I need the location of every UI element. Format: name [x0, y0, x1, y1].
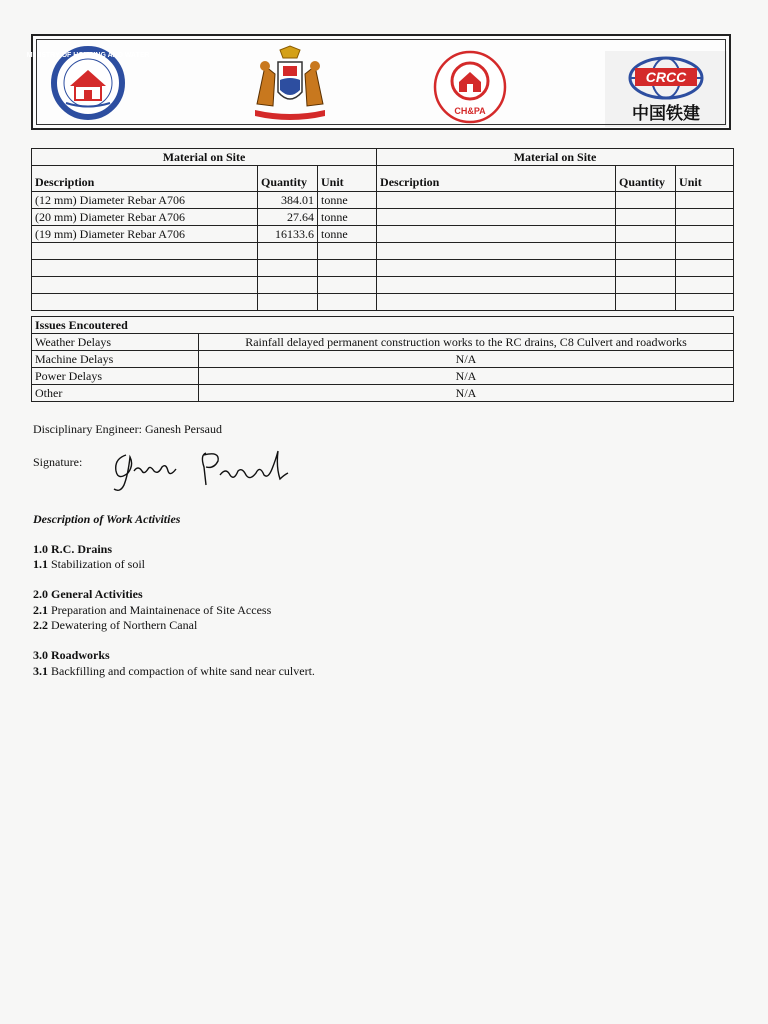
- logo-header: [26, 34, 731, 130]
- engineer-line: Disciplinary Engineer: Ganesh Persaud: [33, 422, 222, 436]
- crcc-logo-chinese-text: 中国铁建: [632, 104, 700, 124]
- crcc-logo-text: CRCC: [645, 69, 687, 85]
- list-item: [33, 557, 145, 572]
- table-row: [32, 385, 734, 402]
- issue-label: Other: [32, 385, 199, 402]
- table-row: [32, 334, 734, 351]
- item-number: 2.2: [33, 618, 48, 632]
- issue-value: N/A: [199, 368, 734, 385]
- list-item: [33, 618, 197, 633]
- material-quantity: 16133.6: [258, 226, 318, 243]
- section-heading: [33, 542, 112, 557]
- item-number: 3.1: [33, 664, 48, 678]
- signature-image: [108, 445, 298, 500]
- issue-label: Weather Delays: [32, 334, 199, 351]
- material-left-title: Material on Site: [32, 149, 377, 166]
- material-right-title: Material on Site: [377, 149, 734, 166]
- table-row-empty: [32, 294, 734, 311]
- ministry-logo-text: MINISTRY OF HOUSING AND WATER: [26, 52, 150, 59]
- issue-value: Rainfall delayed permanent construction works to the RC drains, C8 Culvert and roadworks: [199, 334, 734, 351]
- table-row: [32, 351, 734, 368]
- col-unit: Unit: [318, 166, 377, 192]
- coat-of-arms-logo: [245, 44, 335, 124]
- section-title: General Activities: [51, 587, 143, 601]
- material-description: (19 mm) Diameter Rebar A706: [32, 226, 258, 243]
- table-row-empty: [32, 260, 734, 277]
- item-text: Dewatering of Northern Canal: [51, 618, 198, 632]
- chpa-logo: [431, 50, 509, 124]
- section-title: Roadworks: [51, 648, 110, 662]
- col-description: Description: [32, 166, 258, 192]
- section-number: 3.0: [33, 648, 48, 662]
- item-number: 1.1: [33, 557, 48, 571]
- item-text: Stabilization of soil: [51, 557, 145, 571]
- col-quantity-right: Quantity: [616, 166, 676, 192]
- chpa-logo-text: CH&PA: [454, 106, 486, 116]
- issue-value: N/A: [199, 385, 734, 402]
- material-quantity: 384.01: [258, 192, 318, 209]
- section-number: 2.0: [33, 587, 48, 601]
- material-unit: tonne: [318, 226, 377, 243]
- crcc-logo: [605, 51, 727, 127]
- col-unit-right: Unit: [676, 166, 734, 192]
- table-row-empty: [32, 243, 734, 260]
- table-row-empty: [32, 277, 734, 294]
- col-description-right: Description: [377, 166, 616, 192]
- issue-value: N/A: [199, 351, 734, 368]
- material-unit: tonne: [318, 209, 377, 226]
- ministry-logo: [26, 46, 150, 120]
- material-on-site-table: [31, 148, 734, 311]
- issue-label: Machine Delays: [32, 351, 199, 368]
- list-item: [33, 664, 315, 679]
- material-unit: tonne: [318, 192, 377, 209]
- work-heading: Description of Work Activities: [33, 512, 181, 526]
- table-row: [32, 209, 734, 226]
- signature-label: Signature:: [33, 455, 83, 469]
- issue-label: Power Delays: [32, 368, 199, 385]
- material-quantity: 27.64: [258, 209, 318, 226]
- material-description: (20 mm) Diameter Rebar A706: [32, 209, 258, 226]
- section-heading: [33, 648, 110, 663]
- section-heading: [33, 587, 143, 602]
- issues-title: Issues Encoutered: [32, 317, 734, 334]
- item-number: 2.1: [33, 603, 48, 617]
- list-item: [33, 603, 271, 618]
- table-row: [32, 192, 734, 209]
- section-title: R.C. Drains: [51, 542, 113, 556]
- section-number: 1.0: [33, 542, 48, 556]
- table-row: [32, 226, 734, 243]
- table-row: [32, 368, 734, 385]
- issues-table: [31, 316, 734, 402]
- item-text: Preparation and Maintainenace of Site Access: [51, 603, 272, 617]
- item-text: Backfilling and compaction of white sand near culvert.: [51, 664, 315, 678]
- col-quantity: Quantity: [258, 166, 318, 192]
- material-description: (12 mm) Diameter Rebar A706: [32, 192, 258, 209]
